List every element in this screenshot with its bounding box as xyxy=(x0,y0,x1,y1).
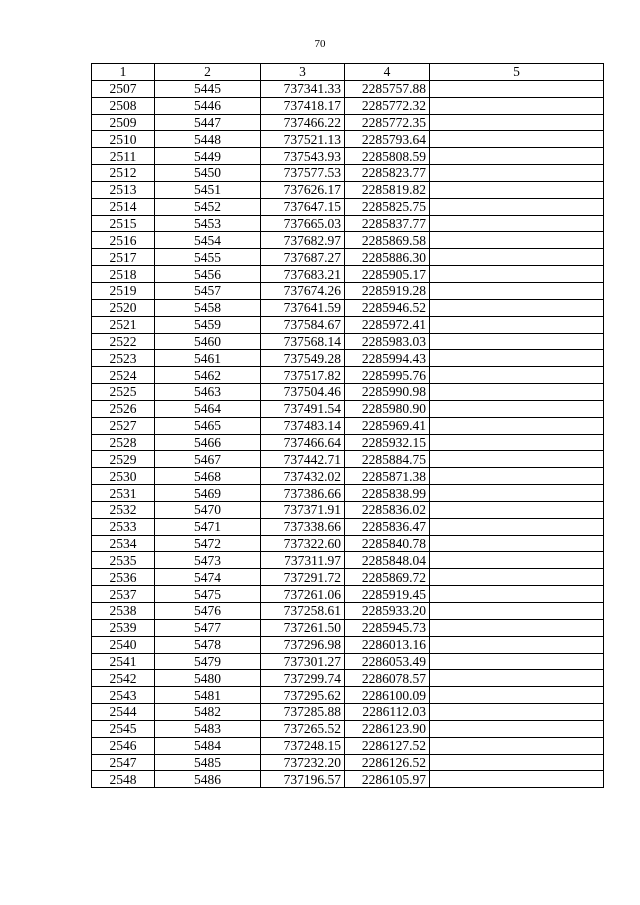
table-row xyxy=(92,148,604,165)
table-cell: 2510 xyxy=(92,131,155,148)
table-cell: 737466.22 xyxy=(261,114,345,131)
table-cell: 2285838.99 xyxy=(345,485,430,502)
table-cell xyxy=(430,653,604,670)
table-cell: 2285836.47 xyxy=(345,518,430,535)
table-row xyxy=(92,501,604,518)
table-cell: 737682.97 xyxy=(261,232,345,249)
table-row xyxy=(92,198,604,215)
coordinates-table xyxy=(91,63,604,788)
table-cell: 2522 xyxy=(92,333,155,350)
table-cell: 5449 xyxy=(155,148,261,165)
table-cell: 2285837.77 xyxy=(345,215,430,232)
table-cell xyxy=(430,232,604,249)
table-cell: 2286112.03 xyxy=(345,704,430,721)
table-cell: 2517 xyxy=(92,249,155,266)
table-cell: 2535 xyxy=(92,552,155,569)
table-cell: 2544 xyxy=(92,704,155,721)
table-row xyxy=(92,485,604,502)
table-cell: 737258.61 xyxy=(261,603,345,620)
table-cell: 2286053.49 xyxy=(345,653,430,670)
table-cell: 2286078.57 xyxy=(345,670,430,687)
table-cell: 737442.71 xyxy=(261,451,345,468)
table-cell: 737517.82 xyxy=(261,367,345,384)
table-row xyxy=(92,97,604,114)
table-cell: 737311.97 xyxy=(261,552,345,569)
table-cell: 2285869.72 xyxy=(345,569,430,586)
table-cell xyxy=(430,165,604,182)
table-cell: 5474 xyxy=(155,569,261,586)
table-cell: 737504.46 xyxy=(261,384,345,401)
table-cell: 2525 xyxy=(92,384,155,401)
table-cell: 737301.27 xyxy=(261,653,345,670)
table-cell: 737196.57 xyxy=(261,771,345,788)
table-cell: 2540 xyxy=(92,636,155,653)
table-cell: 2511 xyxy=(92,148,155,165)
table-row xyxy=(92,316,604,333)
table-row xyxy=(92,417,604,434)
table-row xyxy=(92,754,604,771)
table-cell: 2285983.03 xyxy=(345,333,430,350)
table-cell: 2285932.15 xyxy=(345,434,430,451)
table-cell xyxy=(430,97,604,114)
table-row xyxy=(92,384,604,401)
table-cell: 2527 xyxy=(92,417,155,434)
table-body xyxy=(92,80,604,787)
table-cell: 737674.26 xyxy=(261,282,345,299)
table-row xyxy=(92,215,604,232)
table-cell: 5478 xyxy=(155,636,261,653)
table-cell: 2285994.43 xyxy=(345,350,430,367)
table-cell: 2514 xyxy=(92,198,155,215)
table-cell xyxy=(430,367,604,384)
table-cell: 737577.53 xyxy=(261,165,345,182)
table-cell: 5471 xyxy=(155,518,261,535)
table-cell: 5479 xyxy=(155,653,261,670)
table-cell: 5451 xyxy=(155,181,261,198)
table-cell: 737299.74 xyxy=(261,670,345,687)
table-cell: 2524 xyxy=(92,367,155,384)
table-row xyxy=(92,468,604,485)
table-row xyxy=(92,619,604,636)
table-cell xyxy=(430,198,604,215)
table-cell: 5447 xyxy=(155,114,261,131)
table-cell: 5461 xyxy=(155,350,261,367)
table-cell: 2285980.90 xyxy=(345,400,430,417)
table-cell: 737491.54 xyxy=(261,400,345,417)
table-cell: 2508 xyxy=(92,97,155,114)
header-cell: 1 xyxy=(92,64,155,81)
table-cell: 2286123.90 xyxy=(345,720,430,737)
table-cell: 2518 xyxy=(92,266,155,283)
table-row xyxy=(92,400,604,417)
table-cell: 737295.62 xyxy=(261,687,345,704)
table-cell: 2537 xyxy=(92,586,155,603)
table-cell: 5481 xyxy=(155,687,261,704)
table-cell: 2533 xyxy=(92,518,155,535)
table-cell xyxy=(430,619,604,636)
table-row xyxy=(92,586,604,603)
table-cell: 2285808.59 xyxy=(345,148,430,165)
table-cell: 5450 xyxy=(155,165,261,182)
table-cell xyxy=(430,737,604,754)
table-cell: 737683.21 xyxy=(261,266,345,283)
table-cell: 2536 xyxy=(92,569,155,586)
table-cell: 737647.15 xyxy=(261,198,345,215)
table-row xyxy=(92,80,604,97)
table-cell: 5473 xyxy=(155,552,261,569)
table-cell: 2285793.64 xyxy=(345,131,430,148)
table-row xyxy=(92,704,604,721)
table-row xyxy=(92,720,604,737)
table-cell: 737626.17 xyxy=(261,181,345,198)
table-cell: 5477 xyxy=(155,619,261,636)
table-cell: 2285995.76 xyxy=(345,367,430,384)
table-cell: 737641.59 xyxy=(261,299,345,316)
table-row xyxy=(92,282,604,299)
table-row xyxy=(92,350,604,367)
table-cell: 2285840.78 xyxy=(345,535,430,552)
table-cell: 5464 xyxy=(155,400,261,417)
header-cell: 3 xyxy=(261,64,345,81)
table-cell xyxy=(430,451,604,468)
table-cell xyxy=(430,131,604,148)
table-cell xyxy=(430,384,604,401)
table-cell: 2541 xyxy=(92,653,155,670)
table-row xyxy=(92,653,604,670)
table-cell: 737248.15 xyxy=(261,737,345,754)
table-row xyxy=(92,367,604,384)
table-cell: 737665.03 xyxy=(261,215,345,232)
table-cell: 2515 xyxy=(92,215,155,232)
table-cell: 5475 xyxy=(155,586,261,603)
table-cell: 2546 xyxy=(92,737,155,754)
table-cell: 5460 xyxy=(155,333,261,350)
table-cell: 2285825.75 xyxy=(345,198,430,215)
table-cell: 2285905.17 xyxy=(345,266,430,283)
table-cell xyxy=(430,603,604,620)
table-cell: 2547 xyxy=(92,754,155,771)
table-cell xyxy=(430,518,604,535)
table-cell: 737584.67 xyxy=(261,316,345,333)
table-cell xyxy=(430,670,604,687)
table-cell xyxy=(430,417,604,434)
table-cell: 5485 xyxy=(155,754,261,771)
table-cell: 5470 xyxy=(155,501,261,518)
table-cell: 5486 xyxy=(155,771,261,788)
table-cell: 2507 xyxy=(92,80,155,97)
table-cell: 2286126.52 xyxy=(345,754,430,771)
table-cell: 2285945.73 xyxy=(345,619,430,636)
table-cell: 2531 xyxy=(92,485,155,502)
table-cell: 2516 xyxy=(92,232,155,249)
table-cell: 2521 xyxy=(92,316,155,333)
table-cell: 737232.20 xyxy=(261,754,345,771)
table-cell xyxy=(430,552,604,569)
table-cell: 2548 xyxy=(92,771,155,788)
table-cell: 2285969.41 xyxy=(345,417,430,434)
table-cell: 5457 xyxy=(155,282,261,299)
table-cell: 5465 xyxy=(155,417,261,434)
table-cell xyxy=(430,80,604,97)
table-row xyxy=(92,165,604,182)
table-cell: 2538 xyxy=(92,603,155,620)
table-cell xyxy=(430,266,604,283)
table-cell: 2523 xyxy=(92,350,155,367)
table-cell: 737291.72 xyxy=(261,569,345,586)
table-cell: 2512 xyxy=(92,165,155,182)
table-cell xyxy=(430,687,604,704)
table-cell: 5456 xyxy=(155,266,261,283)
table-cell: 2285919.45 xyxy=(345,586,430,603)
table-cell: 737466.64 xyxy=(261,434,345,451)
table-cell xyxy=(430,249,604,266)
table-cell xyxy=(430,720,604,737)
table-row xyxy=(92,333,604,350)
table-cell: 2285884.75 xyxy=(345,451,430,468)
table-cell xyxy=(430,316,604,333)
table-cell: 5448 xyxy=(155,131,261,148)
table-cell: 5463 xyxy=(155,384,261,401)
table-cell: 2528 xyxy=(92,434,155,451)
table-cell: 2519 xyxy=(92,282,155,299)
table-cell: 737687.27 xyxy=(261,249,345,266)
table-cell: 737338.66 xyxy=(261,518,345,535)
header-cell: 5 xyxy=(430,64,604,81)
table-cell: 2520 xyxy=(92,299,155,316)
table-cell: 2285772.35 xyxy=(345,114,430,131)
table-cell: 5446 xyxy=(155,97,261,114)
table-cell: 5476 xyxy=(155,603,261,620)
table-row xyxy=(92,603,604,620)
table-row xyxy=(92,266,604,283)
table-cell: 2286127.52 xyxy=(345,737,430,754)
table-cell: 5472 xyxy=(155,535,261,552)
table-cell: 2545 xyxy=(92,720,155,737)
table-cell: 737285.88 xyxy=(261,704,345,721)
table-row xyxy=(92,552,604,569)
table-cell: 737568.14 xyxy=(261,333,345,350)
table-cell: 2286105.97 xyxy=(345,771,430,788)
table-row xyxy=(92,636,604,653)
table-cell xyxy=(430,333,604,350)
table-cell: 737521.13 xyxy=(261,131,345,148)
table-cell: 5483 xyxy=(155,720,261,737)
table-cell: 5458 xyxy=(155,299,261,316)
table-row xyxy=(92,451,604,468)
table-cell: 737261.50 xyxy=(261,619,345,636)
table-cell: 737418.17 xyxy=(261,97,345,114)
table-row xyxy=(92,114,604,131)
table-row xyxy=(92,771,604,788)
table-cell: 737296.98 xyxy=(261,636,345,653)
table-cell: 2513 xyxy=(92,181,155,198)
table-cell: 2529 xyxy=(92,451,155,468)
table-cell: 2286100.09 xyxy=(345,687,430,704)
table-cell: 2286013.16 xyxy=(345,636,430,653)
table-cell: 2285848.04 xyxy=(345,552,430,569)
table-cell: 2285933.20 xyxy=(345,603,430,620)
header-cell: 4 xyxy=(345,64,430,81)
table-row xyxy=(92,535,604,552)
table-cell xyxy=(430,299,604,316)
table-row xyxy=(92,299,604,316)
table-cell: 737371.91 xyxy=(261,501,345,518)
table-cell: 737386.66 xyxy=(261,485,345,502)
table-cell: 5484 xyxy=(155,737,261,754)
table-cell: 737265.52 xyxy=(261,720,345,737)
table-row xyxy=(92,249,604,266)
table-cell xyxy=(430,586,604,603)
table-cell: 2285871.38 xyxy=(345,468,430,485)
table-cell: 2285772.32 xyxy=(345,97,430,114)
table-cell: 737549.28 xyxy=(261,350,345,367)
table-row xyxy=(92,687,604,704)
table-cell: 2530 xyxy=(92,468,155,485)
table-cell: 2285990.98 xyxy=(345,384,430,401)
table-cell: 5453 xyxy=(155,215,261,232)
table-cell: 2509 xyxy=(92,114,155,131)
table-cell: 5468 xyxy=(155,468,261,485)
table-cell xyxy=(430,434,604,451)
table-cell: 737543.93 xyxy=(261,148,345,165)
table-header-row xyxy=(92,64,604,81)
table-cell: 5462 xyxy=(155,367,261,384)
header-cell: 2 xyxy=(155,64,261,81)
table-cell: 2285946.52 xyxy=(345,299,430,316)
table-cell: 2285869.58 xyxy=(345,232,430,249)
table-cell: 2543 xyxy=(92,687,155,704)
table-cell xyxy=(430,148,604,165)
table-row xyxy=(92,232,604,249)
table-cell: 2285886.30 xyxy=(345,249,430,266)
table-row xyxy=(92,670,604,687)
table-cell xyxy=(430,485,604,502)
table-row xyxy=(92,434,604,451)
table-cell: 2532 xyxy=(92,501,155,518)
table-cell xyxy=(430,501,604,518)
table-cell: 5480 xyxy=(155,670,261,687)
table-cell xyxy=(430,754,604,771)
table-cell: 2539 xyxy=(92,619,155,636)
table-cell: 2526 xyxy=(92,400,155,417)
table-cell: 5445 xyxy=(155,80,261,97)
table-cell: 2285972.41 xyxy=(345,316,430,333)
table-cell: 737261.06 xyxy=(261,586,345,603)
table-cell xyxy=(430,535,604,552)
table-cell: 2285919.28 xyxy=(345,282,430,299)
table-cell: 5482 xyxy=(155,704,261,721)
table-row xyxy=(92,737,604,754)
table-cell xyxy=(430,771,604,788)
table-row xyxy=(92,569,604,586)
table-cell: 2285836.02 xyxy=(345,501,430,518)
table-cell xyxy=(430,468,604,485)
table-cell xyxy=(430,350,604,367)
table-cell: 737483.14 xyxy=(261,417,345,434)
table-cell: 2285757.88 xyxy=(345,80,430,97)
table-cell: 5452 xyxy=(155,198,261,215)
table-cell: 5459 xyxy=(155,316,261,333)
table-cell: 737432.02 xyxy=(261,468,345,485)
table-cell: 5467 xyxy=(155,451,261,468)
table-cell xyxy=(430,704,604,721)
table-cell xyxy=(430,569,604,586)
table-cell xyxy=(430,181,604,198)
table-cell: 5469 xyxy=(155,485,261,502)
table-cell: 2285823.77 xyxy=(345,165,430,182)
table-cell: 2285819.82 xyxy=(345,181,430,198)
table-cell: 2534 xyxy=(92,535,155,552)
table-cell: 5454 xyxy=(155,232,261,249)
table-cell: 2542 xyxy=(92,670,155,687)
table-row xyxy=(92,131,604,148)
table-row xyxy=(92,518,604,535)
table-cell xyxy=(430,282,604,299)
table-cell: 737341.33 xyxy=(261,80,345,97)
table-cell xyxy=(430,636,604,653)
table-cell xyxy=(430,400,604,417)
table-cell xyxy=(430,114,604,131)
table-cell: 737322.60 xyxy=(261,535,345,552)
page-number: 70 xyxy=(314,38,326,50)
table-cell xyxy=(430,215,604,232)
table-row xyxy=(92,181,604,198)
table-cell: 5466 xyxy=(155,434,261,451)
table-cell: 5455 xyxy=(155,249,261,266)
